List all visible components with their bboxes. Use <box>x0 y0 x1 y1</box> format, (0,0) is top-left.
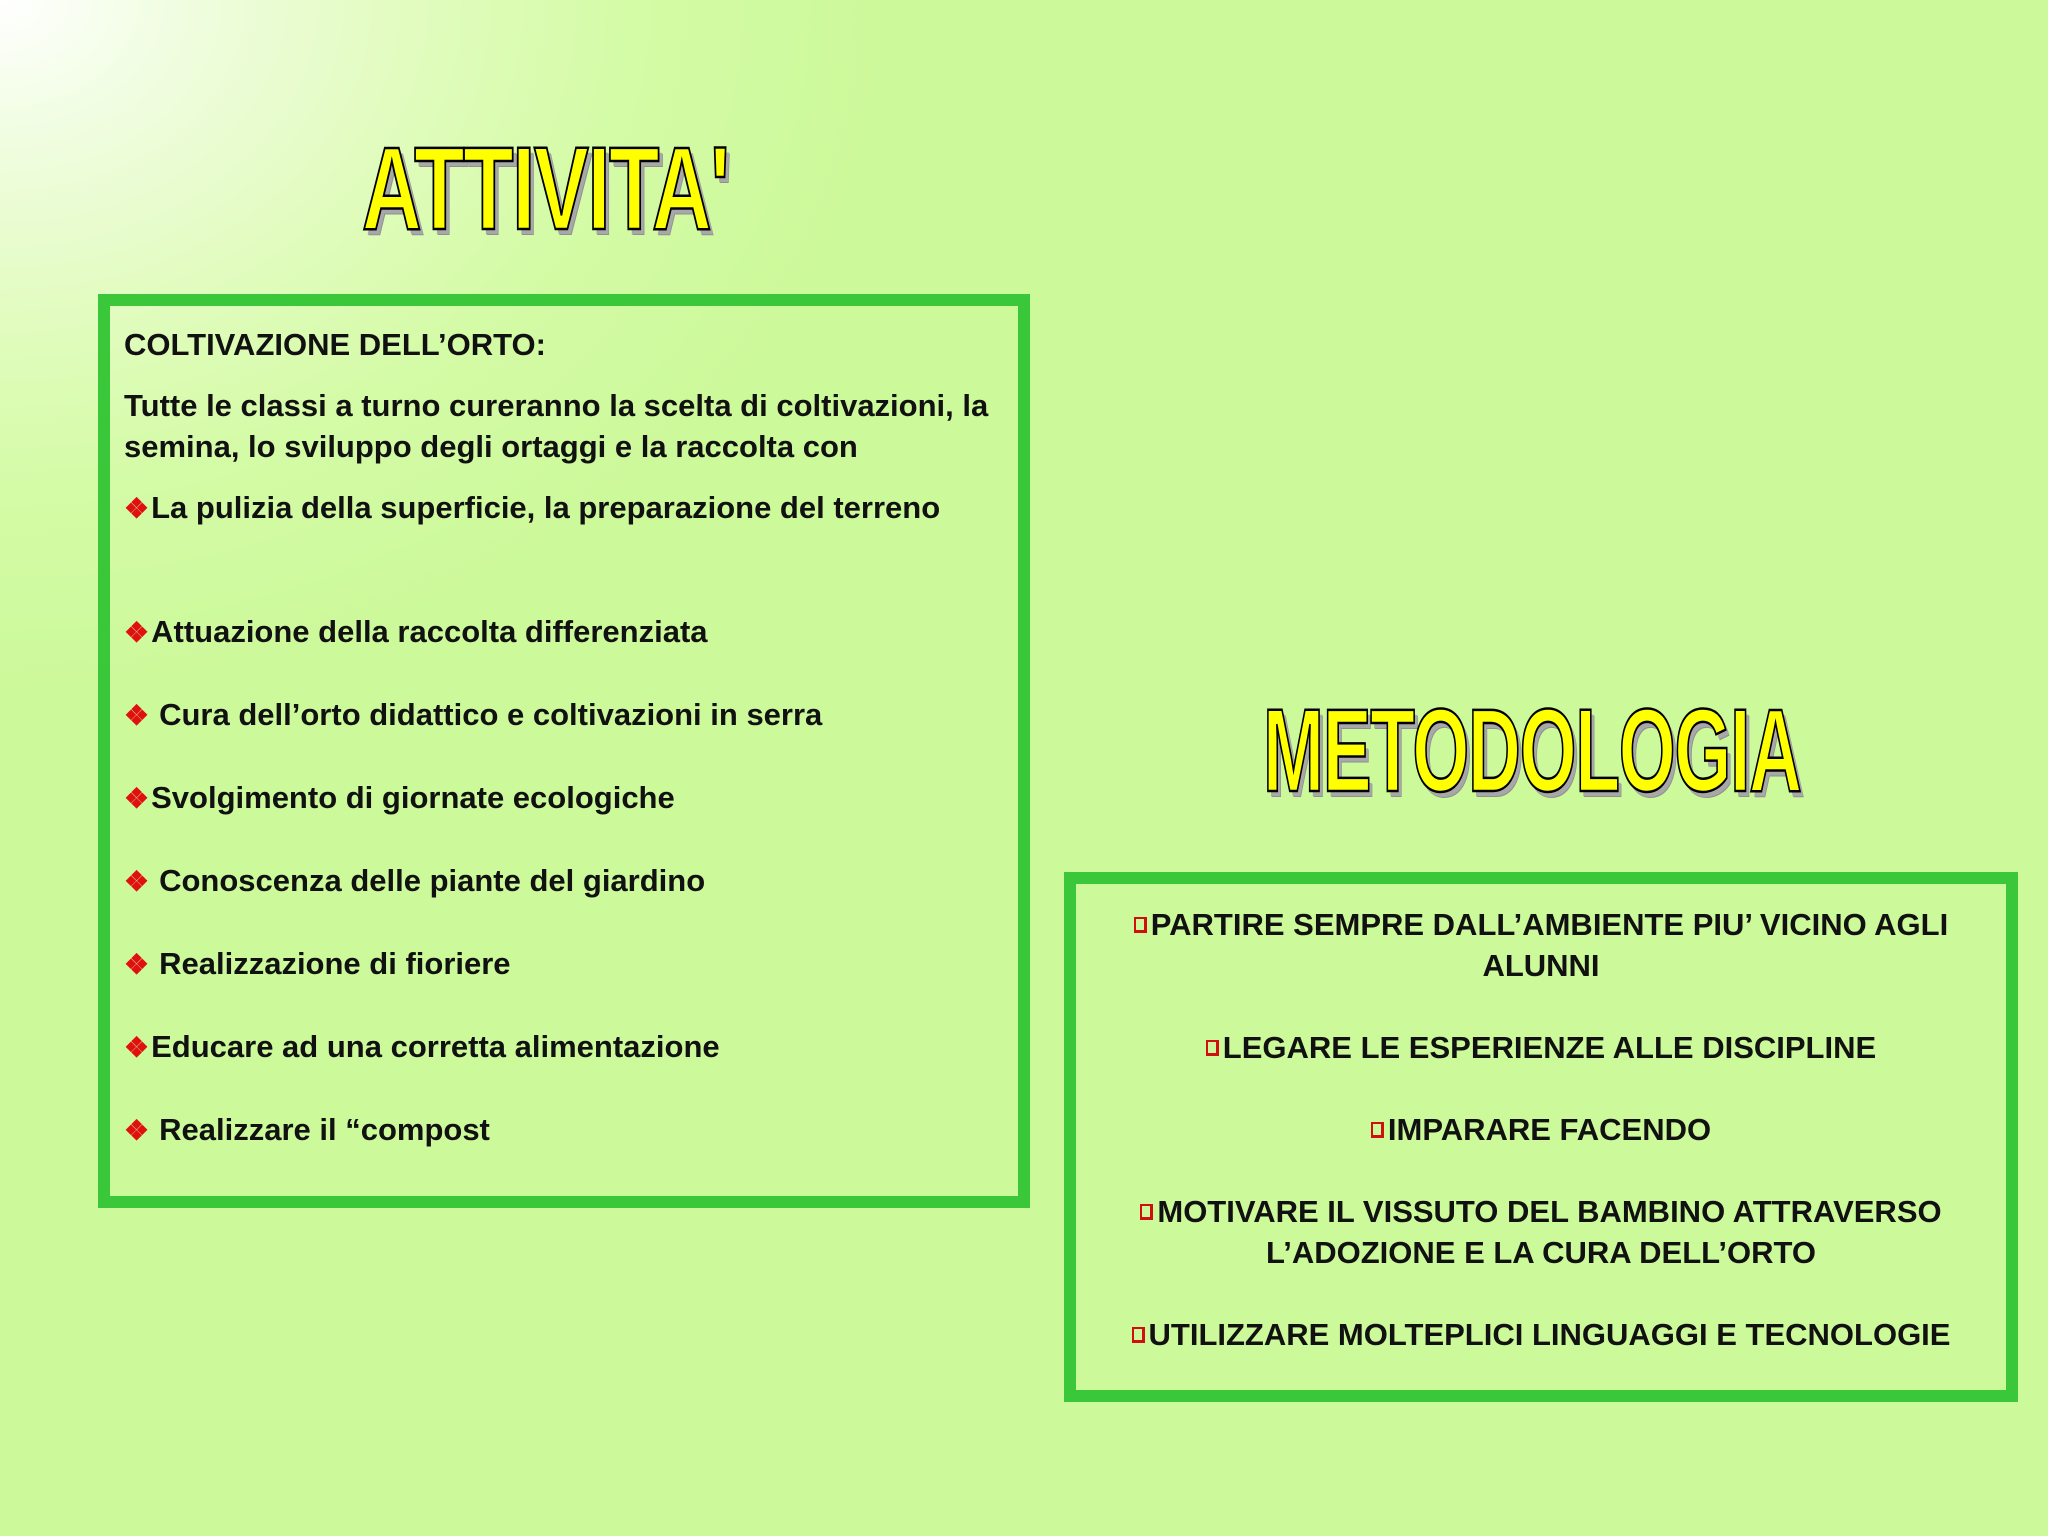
activity-title: ATTIVITA' <box>362 123 729 255</box>
activity-item <box>124 860 1004 902</box>
activity-panel <box>98 294 1030 1208</box>
diamond-bullet-icon: ❖ <box>124 1032 150 1063</box>
activity-item-text: Realizzazione di fioriere <box>159 946 511 981</box>
activity-intro: Tutte le classi a turno cureranno la scelta di coltivazioni, la semina, lo sviluppo degli ortaggi e la raccolta con <box>124 388 989 464</box>
diamond-bullet-icon: ❖ <box>124 783 150 814</box>
activity-item <box>124 943 1004 985</box>
square-bullet-icon <box>1371 1122 1384 1138</box>
activity-item-text: Attuazione della raccolta differenziata <box>151 614 708 649</box>
square-bullet-icon <box>1134 917 1147 933</box>
methodology-item <box>1090 904 1992 986</box>
activity-item-text: Educare ad una corretta alimentazione <box>151 1029 720 1064</box>
square-bullet-icon <box>1206 1040 1219 1056</box>
diamond-bullet-icon: ❖ <box>124 493 150 524</box>
activity-item <box>124 1026 1004 1068</box>
square-bullet-icon <box>1140 1204 1153 1220</box>
methodology-item-text: IMPARARE FACENDO <box>1387 1112 1712 1147</box>
methodology-item-text: UTILIZZARE MOLTEPLICI LINGUAGGI E TECNOLOGIE <box>1148 1317 1951 1352</box>
methodology-panel <box>1064 872 2018 1402</box>
diamond-bullet-icon: ❖ <box>124 1115 150 1146</box>
methodology-item <box>1090 1191 1992 1273</box>
activity-item <box>124 694 1004 736</box>
methodology-item-text: PARTIRE SEMPRE DALL’AMBIENTE PIU’ VICINO AGLI ALUNNI <box>1150 907 1949 983</box>
diamond-bullet-icon: ❖ <box>124 617 150 648</box>
activity-item <box>124 487 1004 529</box>
methodology-item-text: LEGARE LE ESPERIENZE ALLE DISCIPLINE <box>1222 1030 1877 1065</box>
activity-item <box>124 1109 1004 1151</box>
diamond-bullet-icon: ❖ <box>124 866 150 897</box>
activity-item <box>124 611 1004 653</box>
square-bullet-icon <box>1132 1327 1145 1343</box>
activity-item-text: Realizzare il “compost <box>159 1112 490 1147</box>
activity-heading: COLTIVAZIONE DELL’ORTO: <box>124 327 546 362</box>
activity-item-text: La pulizia della superficie, la preparazione del terreno <box>151 490 941 525</box>
methodology-item <box>1090 1314 1992 1355</box>
methodology-item <box>1090 1027 1992 1068</box>
activity-item-text: Cura dell’orto didattico e coltivazioni in serra <box>159 697 823 732</box>
activity-item-text: Svolgimento di giornate ecologiche <box>151 780 675 815</box>
methodology-item-text: MOTIVARE IL VISSUTO DEL BAMBINO ATTRAVERSO L’ADOZIONE E LA CURA DELL’ORTO <box>1157 1194 1942 1270</box>
diamond-bullet-icon: ❖ <box>124 949 150 980</box>
methodology-item <box>1090 1109 1992 1150</box>
activity-item-text: Conoscenza delle piante del giardino <box>159 863 706 898</box>
activity-item <box>124 777 1004 819</box>
methodology-title: METODOLOGIA <box>1263 685 1801 817</box>
diamond-bullet-icon: ❖ <box>124 700 150 731</box>
